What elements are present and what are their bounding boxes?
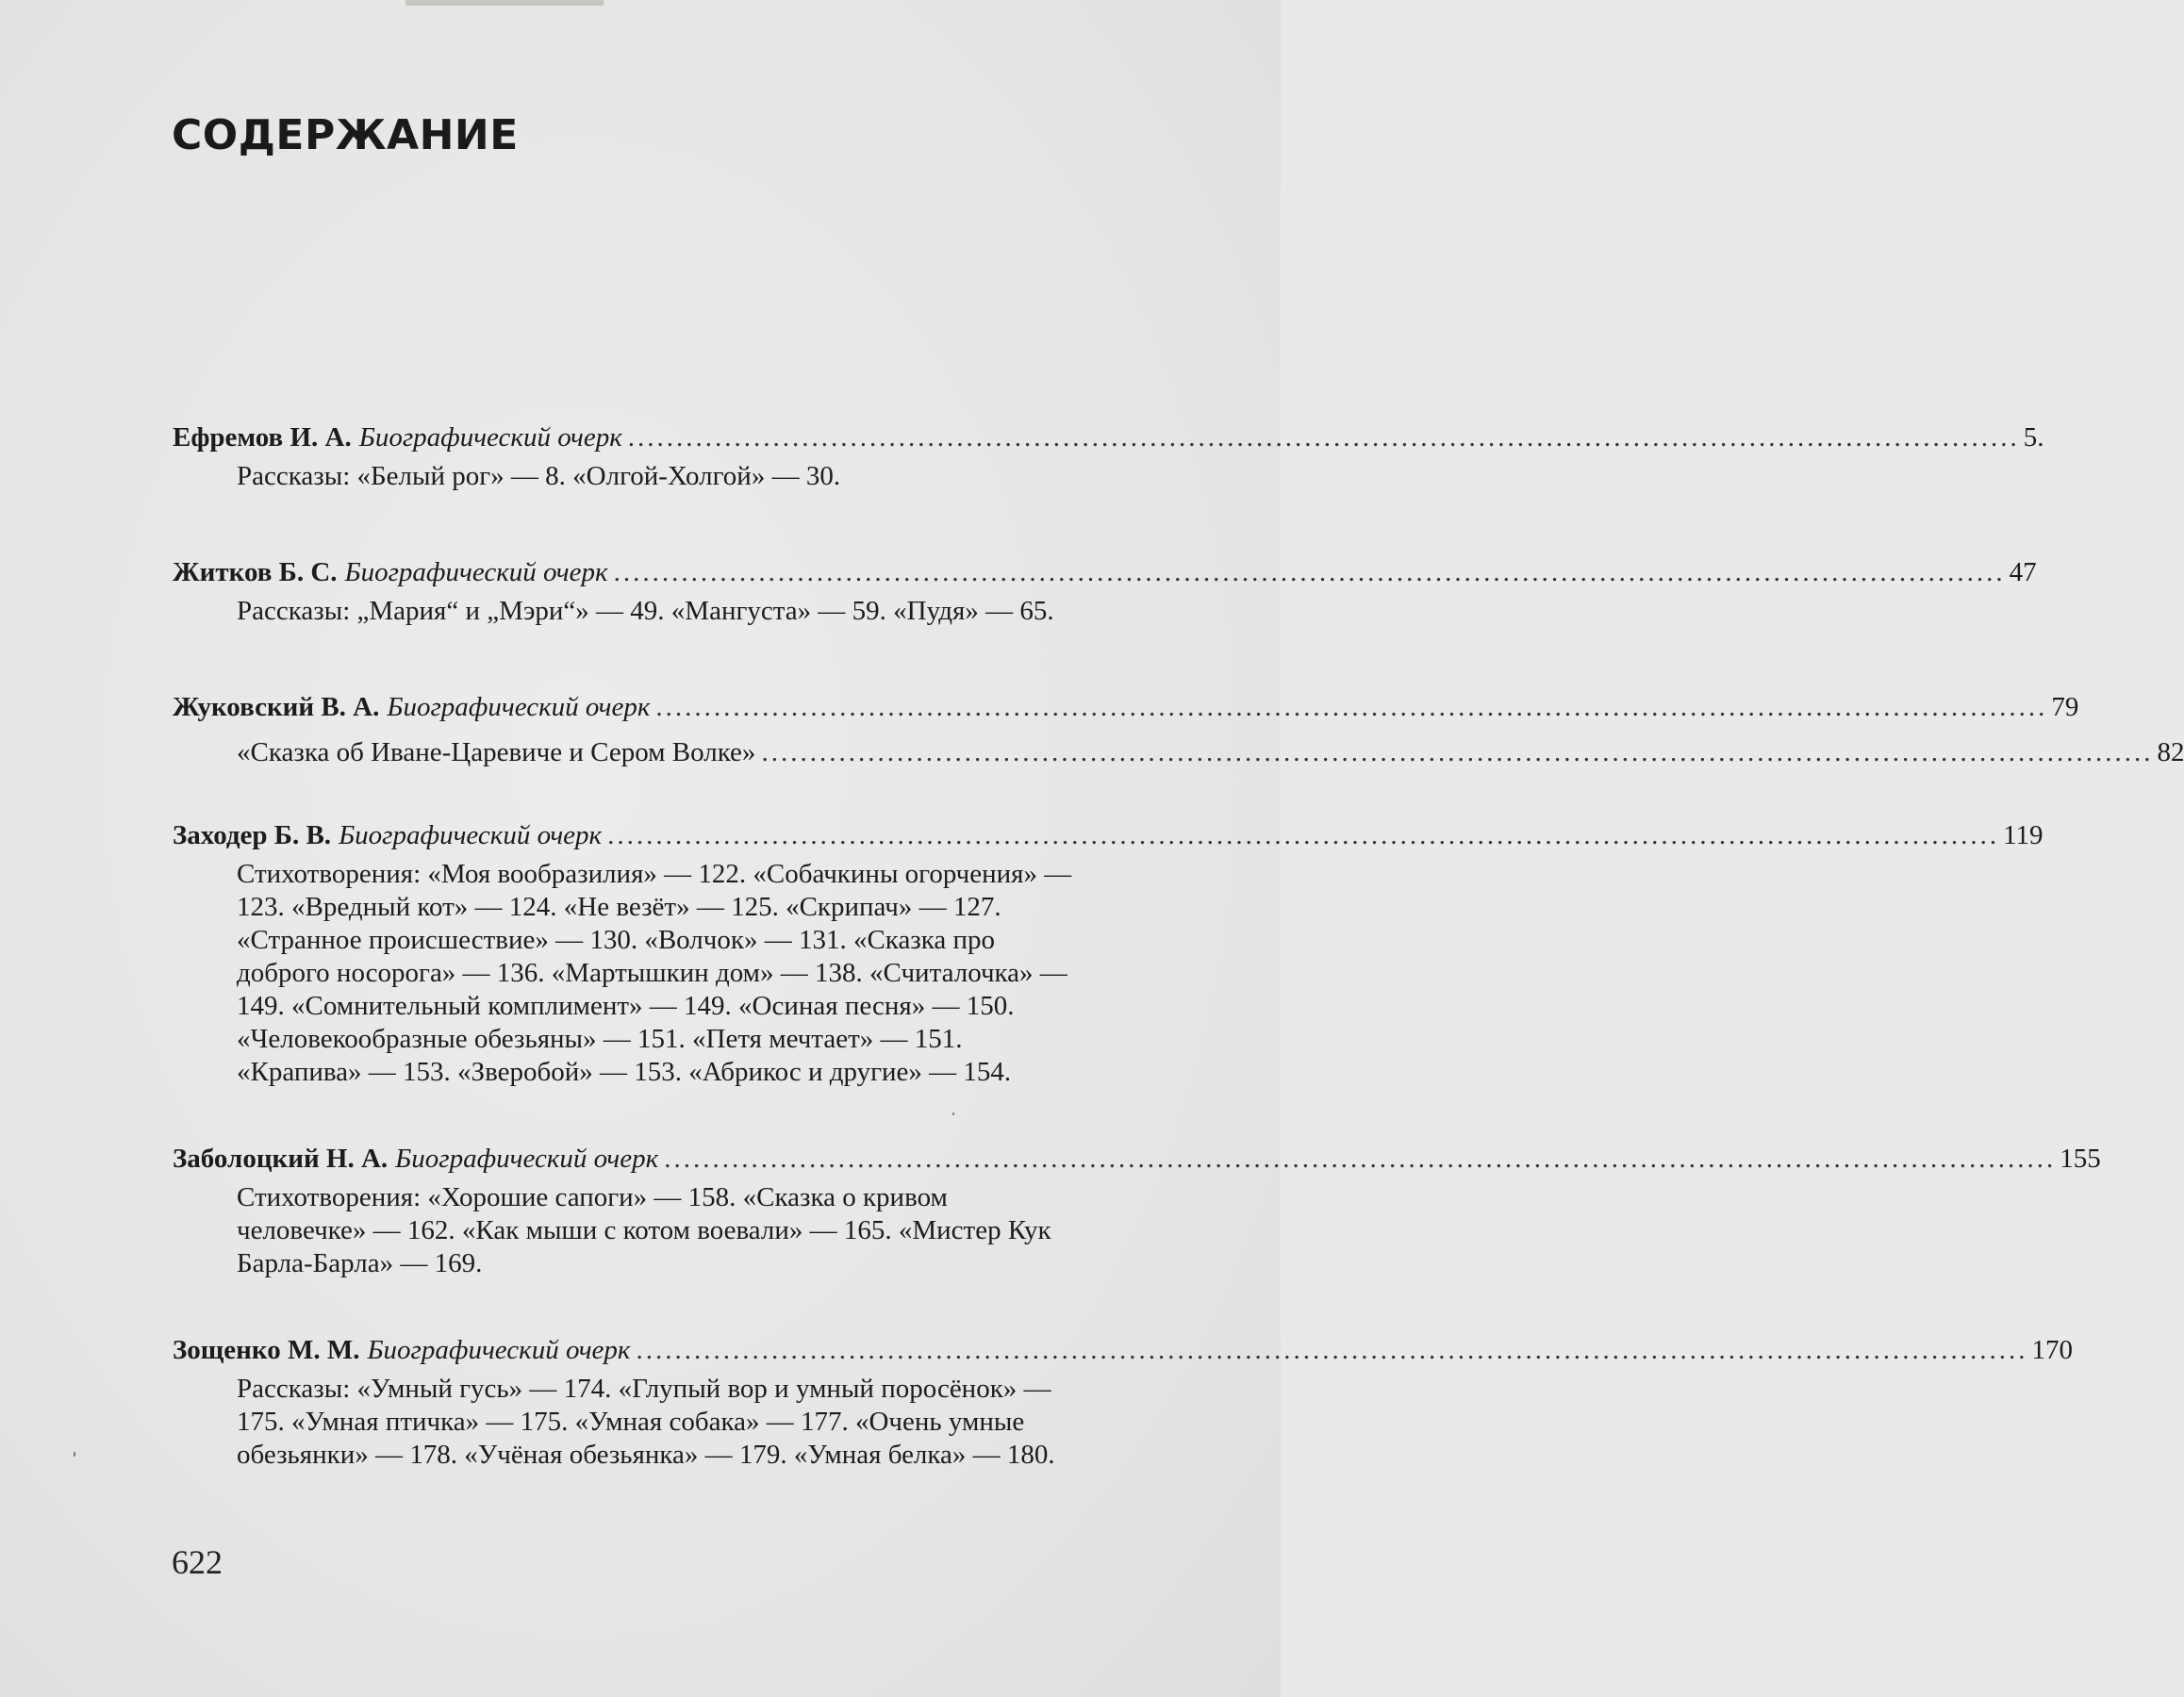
works-line: 149. «Сомнительный комплимент» — 149. «Осиная песня» — 150. (237, 991, 1015, 1021)
toc-entry-zabolotsky (173, 1136, 2101, 1280)
author-name: Заболоцкий Н. А. (173, 1144, 389, 1174)
works-line: Рассказы: «Умный гусь» — 174. «Глупый вор и умный поросёнок» — (237, 1374, 1051, 1404)
toc-entry-efremov (173, 415, 2044, 493)
page-number: 155 (2060, 1144, 2101, 1174)
page-number: 82 (2157, 737, 2184, 767)
page-number: 5. (2023, 422, 2044, 453)
scan-speck (952, 1112, 954, 1115)
toc-entry-zakhoder (173, 813, 2043, 1089)
author-name: Зощенко М. М. (173, 1335, 360, 1365)
works-line: 175. «Умная птичка» — 175. «Умная собака» — 177. «Очень умные (237, 1407, 1025, 1437)
works-list: Рассказы: „Мария“ и „Мэри“» — 49. «Мангуста» — 59. «Пудя» — 65. (237, 596, 1054, 626)
dot-leader: ................................................................................................................................................ (664, 1144, 2057, 1174)
dot-leader: ................................................................................................................................................ (655, 692, 2048, 722)
toc-entry-heading (173, 684, 2079, 730)
author-name: Ефремов И. А. (173, 422, 352, 453)
works-line: Барла-Барла» — 169. (237, 1248, 483, 1278)
author-name: Жуковский В. А. (173, 692, 380, 722)
toc-entry-heading (173, 415, 2044, 460)
table-of-contents (173, 415, 2184, 1472)
scan-edge-mark (405, 0, 604, 6)
works-line: обезьянки» — 178. «Учёная обезьянка» — 179. «Умная белка» — 180. (237, 1440, 1055, 1470)
dot-leader: ................................................................................................................................................ (607, 820, 2000, 850)
toc-entry-heading (173, 550, 2037, 595)
dot-leader: ................................................................................................................................................ (636, 1335, 2028, 1365)
author-name: Житков Б. С. (173, 557, 338, 587)
page-number: 47 (2009, 557, 2037, 587)
page-number: 119 (2003, 820, 2043, 850)
dot-leader: ................................................................................................................................................ (761, 737, 2154, 767)
essay-title: Биографический очерк (339, 820, 603, 850)
works-line: «Странное происшествие» — 130. «Волчок» — 131. «Сказка про (237, 925, 996, 955)
works-line: человечке» — 162. «Как мыши с котом воевали» — 165. «Мистер Кук (237, 1215, 1051, 1245)
works-line: «Человекообразные обезьяны» — 151. «Петя мечтает» — 151. (237, 1024, 963, 1054)
author-name: Заходер Б. В. (173, 820, 332, 850)
works-list (237, 1181, 1217, 1280)
works-list (237, 1373, 1217, 1472)
scan-speck (74, 1452, 75, 1457)
works-line: 123. «Вредный кот» — 124. «Не везёт» — 125. «Скрипач» — 127. (237, 892, 1001, 922)
works-line: Стихотворения: «Моя вообразилия» — 122. «Собачкины огорчения» — (237, 859, 1072, 889)
works-line: Стихотворения: «Хорошие сапоги» — 158. «Сказка о кривом (237, 1182, 948, 1212)
toc-entry-heading (173, 1327, 2073, 1373)
essay-title: Биографический очерк (344, 557, 608, 587)
toc-entry-zhukovsky (173, 684, 2184, 775)
works-line: «Крапива» — 153. «Зверобой» — 153. «Абрикос и другие» — 154. (237, 1057, 1012, 1087)
dot-leader: ................................................................................................................................................ (613, 557, 2006, 587)
work-with-page (237, 730, 2184, 775)
essay-title: Биографический очерк (387, 692, 651, 722)
page-folio-number: 622 (172, 1543, 223, 1581)
works-line: доброго носорога» — 136. «Мартышкин дом» — 138. «Считалочка» — (237, 958, 1067, 988)
toc-entry-zoshchenko (173, 1327, 2073, 1472)
essay-title: Биографический очерк (395, 1144, 659, 1174)
essay-title: Биографический очерк (367, 1335, 631, 1365)
page-number: 79 (2051, 692, 2079, 722)
works-list (237, 858, 1217, 1089)
works-list: Рассказы: «Белый рог» — 8. «Олгой-Холгой» — 30. (237, 461, 841, 491)
work-title: «Сказка об Иване-Царевиче и Сером Волке» (237, 737, 756, 767)
toc-entry-heading (173, 813, 2043, 858)
dot-leader: ................................................................................................................................................ (627, 422, 2020, 453)
page-number: 170 (2031, 1335, 2073, 1365)
toc-entry-zhitkov (173, 550, 2037, 628)
essay-title: Биографический очерк (358, 422, 622, 453)
page-title: СОДЕРЖАНИЕ (172, 111, 519, 159)
toc-entry-heading (173, 1136, 2101, 1181)
